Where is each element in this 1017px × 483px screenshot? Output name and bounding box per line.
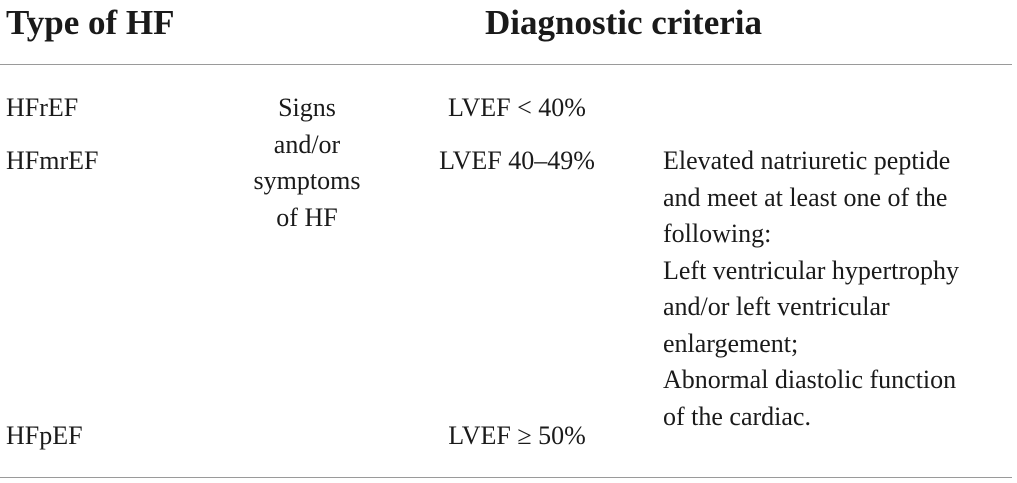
symptoms-line: symptoms [253,166,361,195]
header-diagnostic-criteria: Diagnostic criteria [485,3,762,42]
symptoms-line: of HF [276,202,338,232]
lvef-hfref: LVEF < 40% [448,93,586,122]
criteria-line: following: [663,219,772,248]
symptoms-cell [227,90,387,236]
header-type-of-hf: Type of HF [6,3,175,42]
lvef-hfpef: LVEF ≥ 50% [448,421,586,450]
bottom-rule [0,477,1012,478]
criteria-line: enlargement; [663,328,799,358]
criteria-line: of the cardiac. [663,401,811,431]
criteria-line: and/or left ventricular [663,292,890,321]
criteria-line: Elevated natriuretic peptide [663,146,951,175]
additional-criteria-cell [663,143,959,435]
row-type-hfref: HFrEF [6,93,79,122]
symptoms-line: Signs [278,93,336,122]
header-rule [0,64,1012,65]
row-type-hfmref: HFmrEF [6,146,99,175]
criteria-line: Abnormal diastolic function [663,365,957,394]
row-type-hfpef: HFpEF [6,421,83,450]
criteria-line: and meet at least one of the [663,182,948,212]
criteria-line: Left ventricular hypertrophy [663,255,959,285]
lvef-hfmref: LVEF 40–49% [439,146,595,175]
symptoms-line: and/or [273,129,341,159]
